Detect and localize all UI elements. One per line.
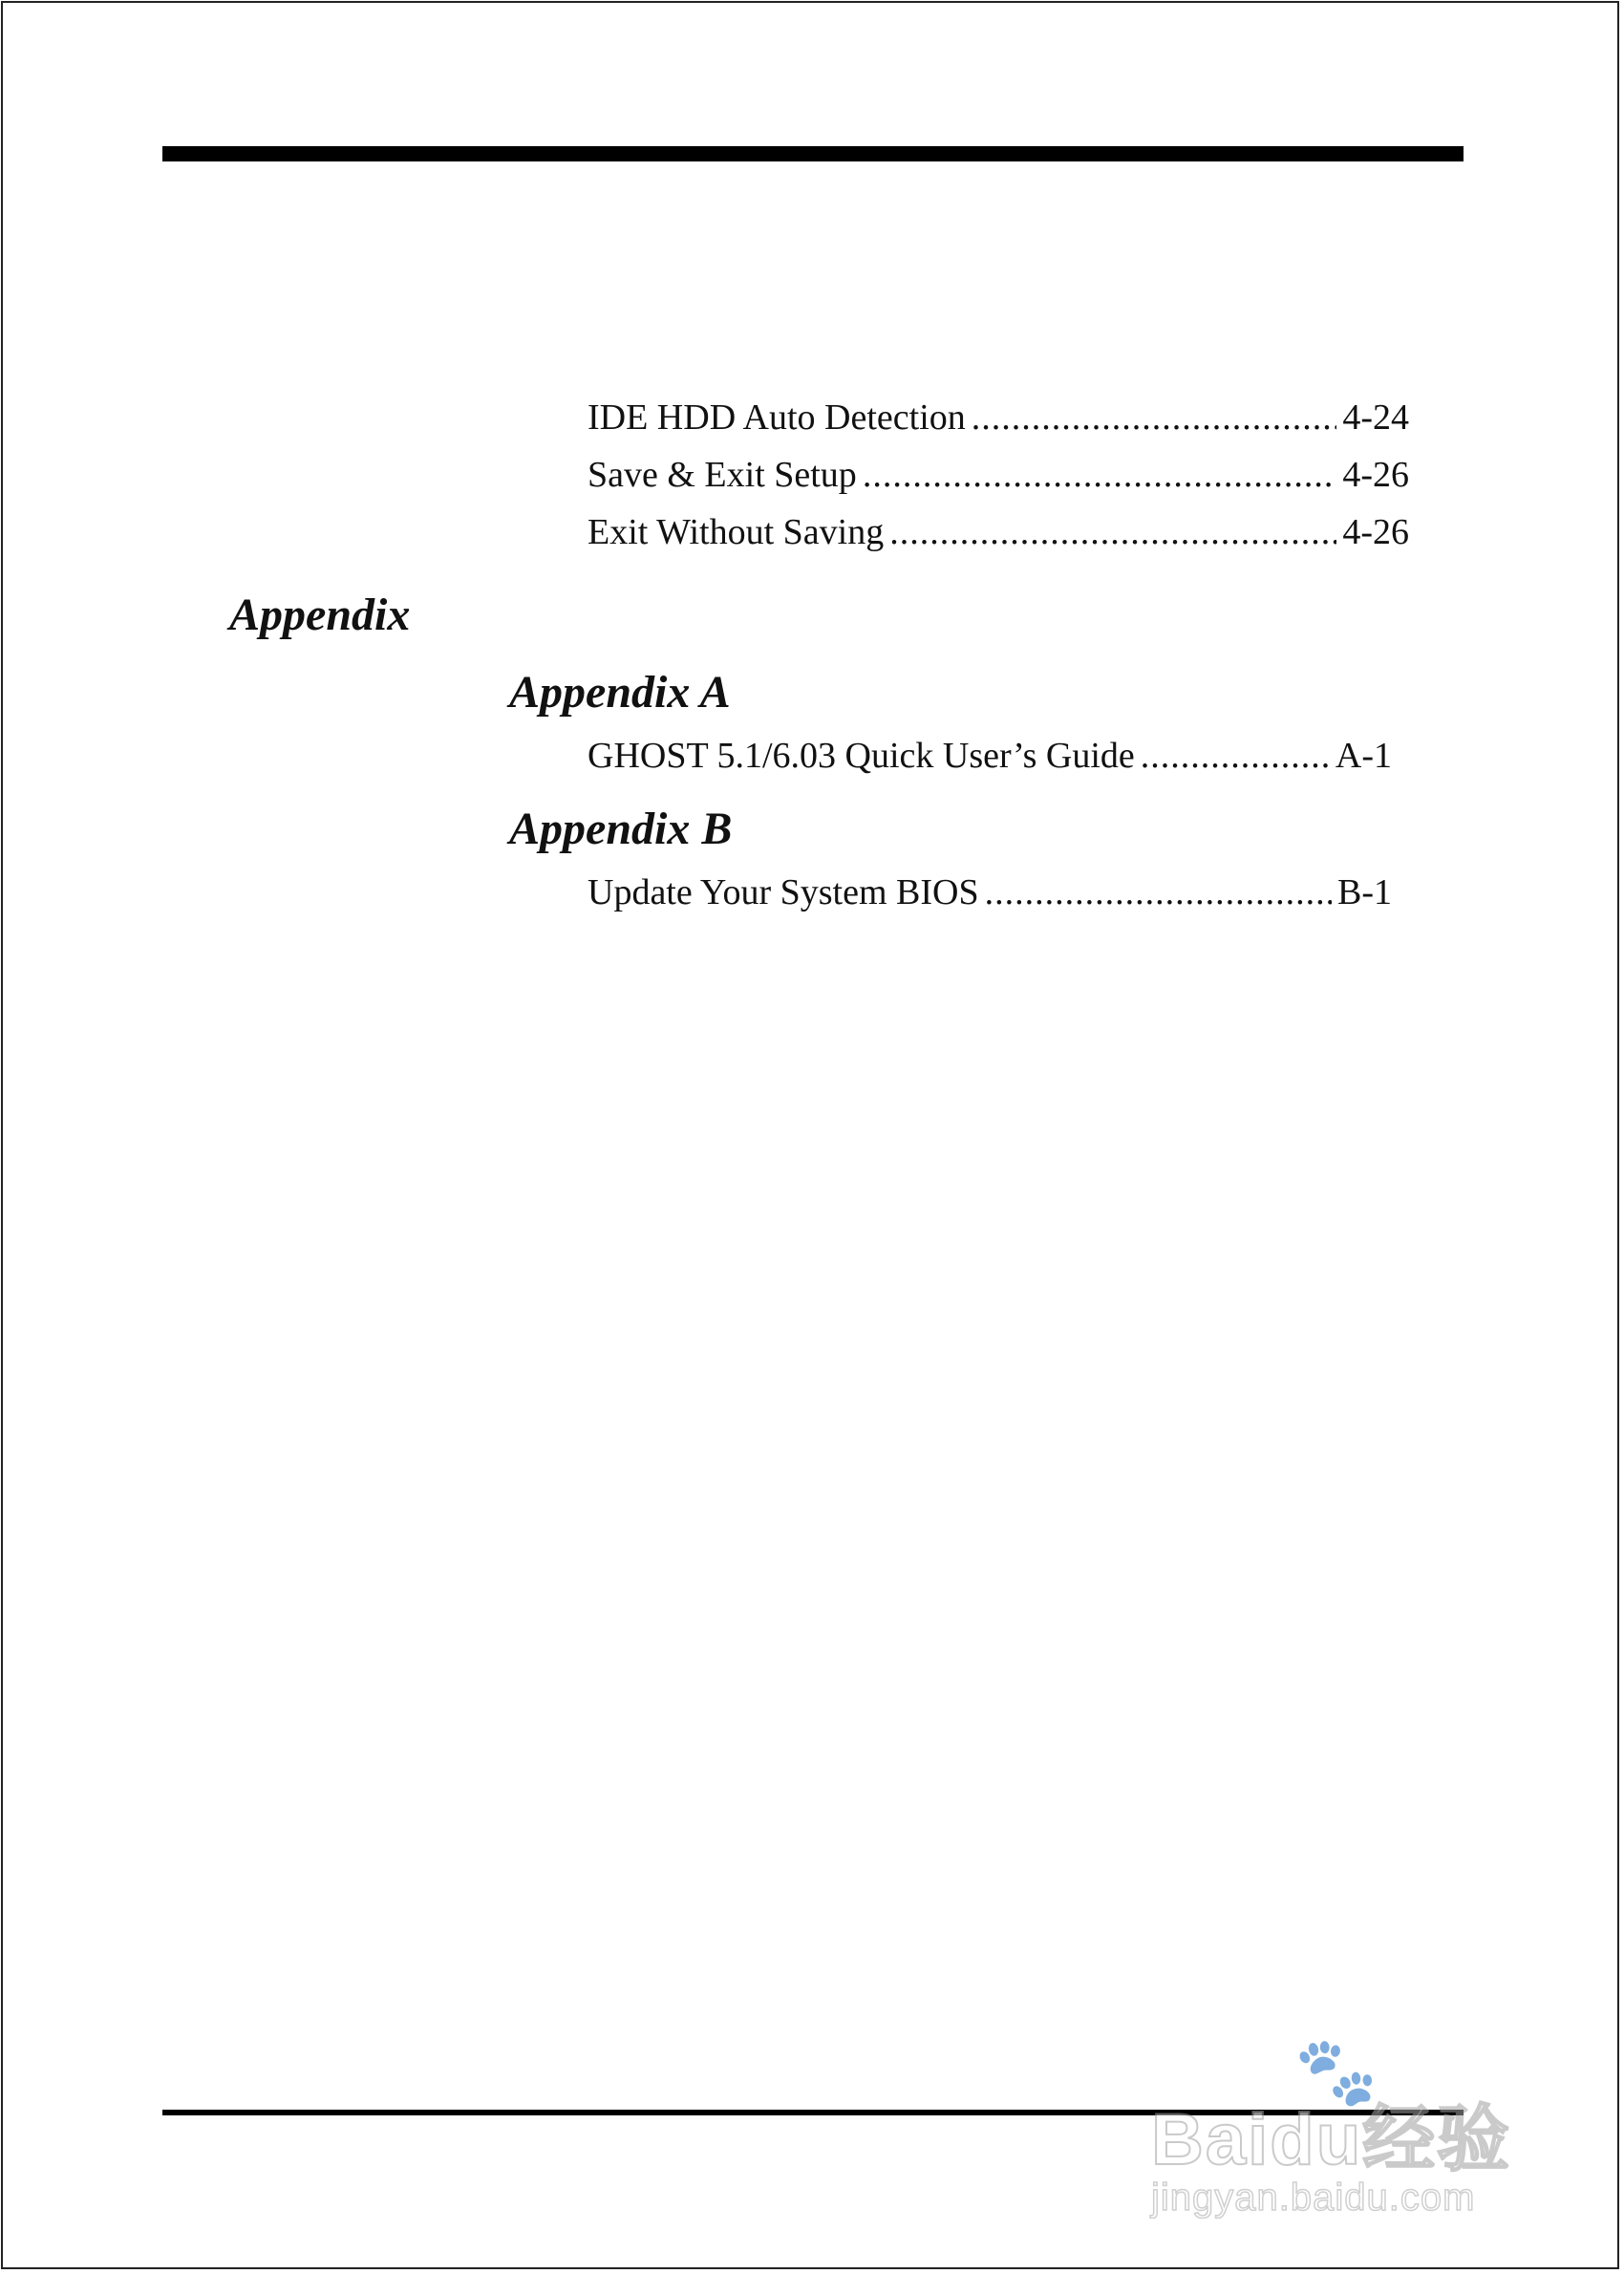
toc-entry[interactable] [588, 511, 1409, 559]
toc-page-number: 4-26 [1342, 455, 1409, 495]
toc-page-number: A-1 [1335, 736, 1392, 776]
dot-leader [863, 454, 1337, 496]
top-rule [162, 146, 1464, 161]
paw-icon: 🐾 [1294, 2036, 1378, 2110]
toc-entry-title: Exit Without Saving [588, 512, 885, 552]
toc-page-number: 4-26 [1342, 512, 1409, 552]
watermark-url: jingyan.baidu.com [1151, 2177, 1476, 2219]
baidu-watermark [1151, 2024, 1533, 2224]
toc-entry[interactable] [588, 871, 1392, 919]
toc-entry-title: Update Your System BIOS [588, 872, 979, 912]
dot-leader [1141, 735, 1330, 777]
toc-entry[interactable] [588, 735, 1392, 783]
toc-entry-title: Save & Exit Setup [588, 455, 857, 495]
watermark-brand: Baidu经验 [1151, 2099, 1512, 2180]
dot-leader [972, 397, 1337, 439]
dot-leader [889, 511, 1336, 553]
appendix-a-heading: Appendix A [509, 667, 731, 718]
dot-leader [985, 871, 1332, 913]
toc-page-number: 4-24 [1342, 397, 1409, 438]
toc-entry[interactable] [588, 454, 1409, 502]
toc-page-number: B-1 [1337, 872, 1392, 912]
appendix-b-heading: Appendix B [509, 804, 733, 854]
toc-entry[interactable] [588, 397, 1409, 444]
section-heading-appendix: Appendix [229, 590, 411, 640]
page-frame [1, 1, 1619, 2269]
toc-entry-title: IDE HDD Auto Detection [588, 397, 966, 438]
toc-entry-title: GHOST 5.1/6.03 Quick User’s Guide [588, 736, 1135, 776]
